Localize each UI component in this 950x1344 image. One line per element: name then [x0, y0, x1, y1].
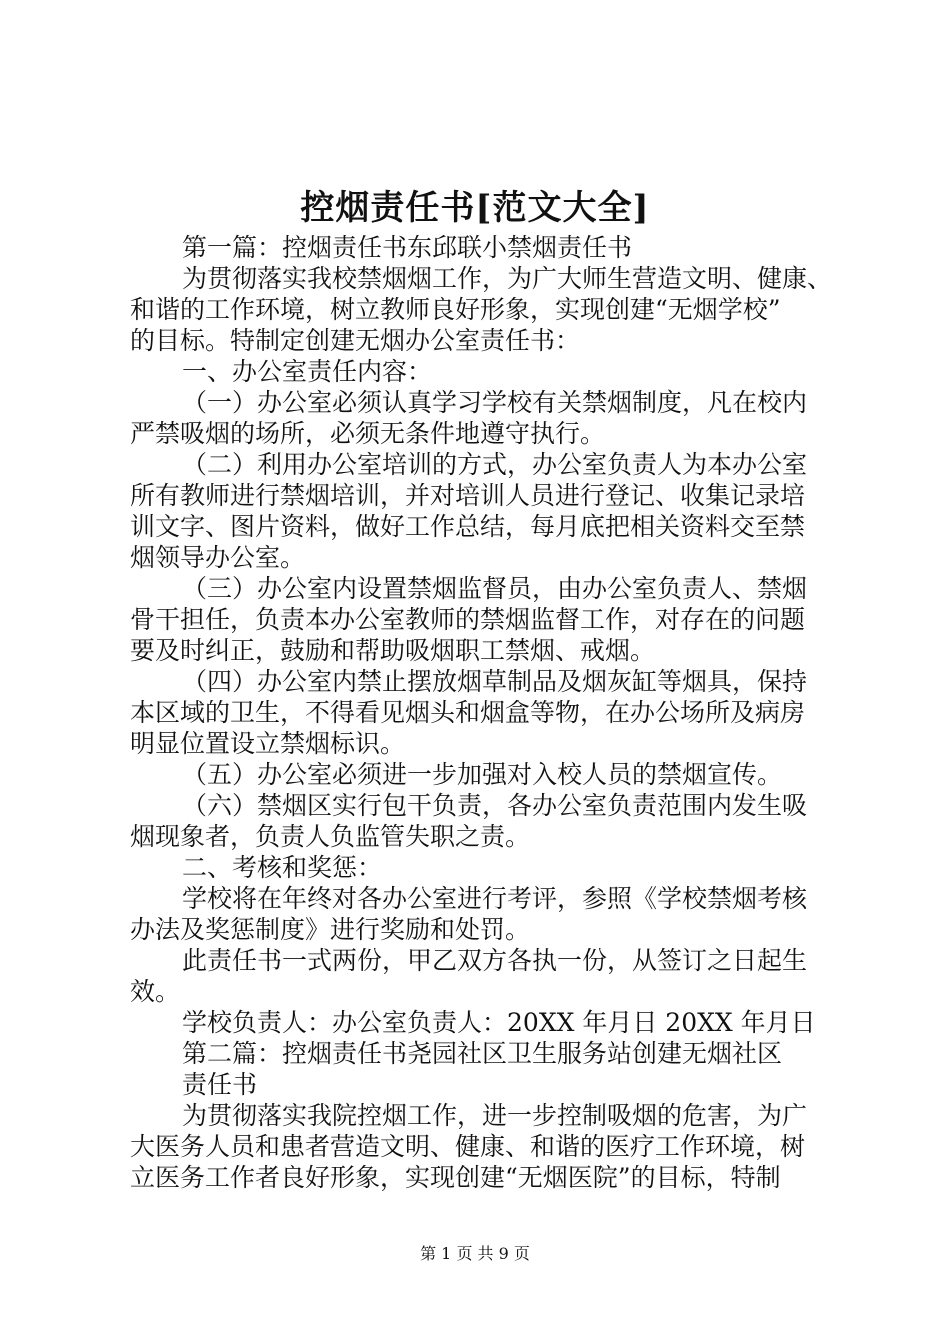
paragraph-line: 和谐的工作环境，树立教师良好形象，实现创建“无烟学校” — [130, 295, 781, 324]
paragraph-line: 要及时纠正，鼓励和帮助吸烟职工禁烟、戒烟。 — [130, 636, 656, 665]
paragraph-line: 效。 — [130, 977, 181, 1006]
document-title: 控烟责任书[范文大全] — [300, 188, 650, 228]
paragraph-line: 烟现象者，负责人负监管失职之责。 — [130, 822, 531, 851]
section-heading-2-continued: 责任书 — [182, 1070, 258, 1099]
paragraph-line: （五）办公室必须进一步加强对入校人员的禁烟宣传。 — [182, 760, 783, 789]
paragraph-line: 严禁吸烟的场所，必须无条件地遵守执行。 — [130, 419, 606, 448]
paragraph-line: 办法及奖惩制度》进行奖励和处罚。 — [130, 915, 531, 944]
document-body — [130, 232, 833, 1193]
paragraph-line: 烟领导办公室。 — [130, 543, 306, 572]
paragraph-line: 立医务工作者良好形象，实现创建“无烟医院”的目标，特制 — [130, 1163, 781, 1192]
paragraph-line: （六）禁烟区实行包干负责，各办公室负责范围内发生吸 — [182, 791, 808, 820]
paragraph-line: （三）办公室内设置禁烟监督员，由办公室负责人、禁烟 — [182, 574, 808, 603]
paragraph-line: （二）利用办公室培训的方式，办公室负责人为本办公室 — [182, 450, 808, 479]
paragraph-line: 此责任书一式两份，甲乙双方各执一份，从签订之日起生 — [182, 946, 808, 975]
paragraph-line: 大医务人员和患者营造文明、健康、和谐的医疗工作环境，树 — [130, 1132, 806, 1161]
paragraph-line: 骨干担任，负责本办公室教师的禁烟监督工作，对存在的问题 — [130, 605, 806, 634]
paragraph-line: 明显位置设立禁烟标识。 — [130, 729, 406, 758]
paragraph-line: 为贯彻落实我院控烟工作，进一步控制吸烟的危害，为广 — [182, 1101, 808, 1130]
signature-line: 学校负责人：办公室负责人：20XX 年月日 20XX 年月日 — [182, 1008, 816, 1037]
paragraph-line: 为贯彻落实我校禁烟烟工作，为广大师生营造文明、健康、 — [182, 264, 833, 293]
paragraph-line: 训文字、图片资料，做好工作总结，每月底把相关资料交至禁 — [130, 512, 806, 541]
subheading-line: 一、办公室责任内容： — [182, 357, 433, 386]
paragraph-line: 本区域的卫生，不得看见烟头和烟盒等物，在办公场所及病房 — [130, 698, 806, 727]
paragraph-line: （一）办公室必须认真学习学校有关禁烟制度，凡在校内 — [182, 388, 808, 417]
page-footer: 第 1 页 共 9 页 — [420, 1244, 530, 1263]
paragraph-line: 学校将在年终对各办公室进行考评，参照《学校禁烟考核 — [182, 884, 808, 913]
subheading-line: 二、考核和奖惩： — [182, 853, 383, 882]
section-heading-2: 第二篇：控烟责任书尧园社区卫生服务站创建无烟社区 — [182, 1039, 783, 1068]
section-heading-1: 第一篇：控烟责任书东邱联小禁烟责任书 — [182, 233, 633, 262]
paragraph-line: 的目标。特制定创建无烟办公室责任书： — [130, 326, 581, 355]
paragraph-line: （四）办公室内禁止摆放烟草制品及烟灰缸等烟具，保持 — [182, 667, 808, 696]
paragraph-line: 所有教师进行禁烟培训，并对培训人员进行登记、收集记录培 — [130, 481, 806, 510]
